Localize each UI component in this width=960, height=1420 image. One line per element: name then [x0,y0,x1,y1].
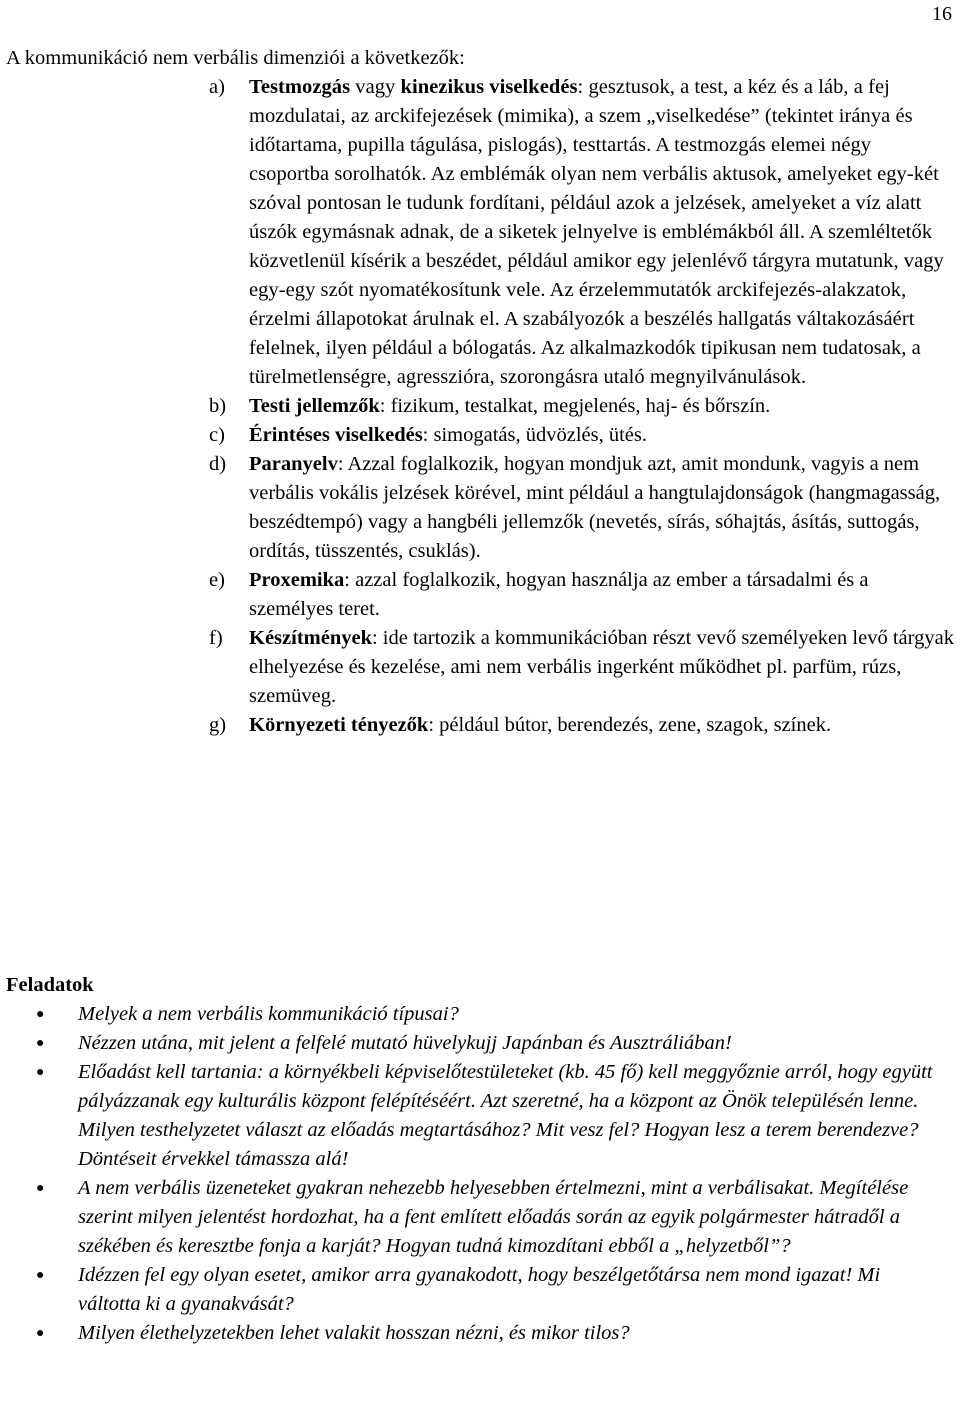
item-term: Paranyelv [249,453,338,475]
item-text: : ide tartozik a kommunikációban részt vevő személyeken levő tárgyak elhelyezése és kezelése, ami nem verbális ingerként működhet pl. parfüm, rúzs, szemüveg. [249,627,954,707]
item-term: Testi jellemzők [249,395,380,417]
list-item [36,1029,946,1058]
item-body [249,450,954,566]
bullet-icon: ● [36,1326,45,1341]
bullet-icon: ● [36,1065,45,1080]
item-body [249,392,954,421]
item-letter: a) [209,76,225,98]
item-text: : Azzal foglalkozik, hogyan mondjuk azt, amit mondunk, vagyis a nem verbális vokális jelzések körével, mint például a hangtulajdonságok (hangmagasság, beszédtempó) vagy a hangbéli jellemzők (nevetés, sírás, sóhajtás, ásítás, suttogás, ordítás, tüsszentés, csuklás). [249,453,941,562]
task-text: Melyek a nem verbális kommunikáció típusai? [78,1003,459,1025]
task-text: Előadást kell tartania: a környékbeli képviselőtestületeket (kb. 45 fő) kell meggyőznie arról, hogy együtt pályázzanak egy kulturális központ felépítéséért. Azt szeretné, ha a központ az Önök településén lenne. Milyen testhelyzetet választ az előadás megtartásához? Mit vesz fel? Hogyan lesz a terem berendezve? Döntéseit érvekkel támassza alá! [78,1061,933,1170]
item-text: : például bútor, berendezés, zene, szagok, színek. [428,714,832,736]
item-term: Proxemika [249,569,345,591]
item-letter: b) [209,395,227,417]
list-item [36,1319,946,1348]
item-body [249,73,954,392]
dimension-list [209,73,954,740]
list-item [36,1000,946,1029]
item-term: Készítmények [249,627,372,649]
item-term: Testmozgás [249,76,351,98]
item-body [249,711,954,740]
item-text: : simogatás, üdvözlés, ütés. [422,424,648,446]
item-letter: f) [209,627,223,649]
task-text: Nézzen utána, mit jelent a felfelé mutató hüvelykujj Japánban és Ausztráliában! [78,1032,732,1054]
item-letter: c) [209,424,225,446]
item-term: Érintéses viselkedés [249,424,423,446]
bullet-icon: ● [36,1181,45,1196]
list-item [36,1174,946,1261]
bullet-icon: ● [36,1007,45,1022]
tasks-list [36,1000,946,1348]
tasks-heading: Feladatok [6,974,94,996]
bullet-icon: ● [36,1036,45,1051]
item-body [249,566,954,624]
list-item [209,711,954,740]
task-text: A nem verbális üzeneteket gyakran nehezebb helyesebben értelmezni, mint a verbálisakat. Megítélése szerint milyen jelentést hordozhat, ha a fent említett előadás során az egyik polgármester hátradől a székében és keresztbe fonja a karját? Hogyan tudná kimozdítani ebből a „helyzetből”? [78,1177,909,1257]
list-item [36,1261,946,1319]
list-item [209,73,954,392]
list-item [209,450,954,566]
task-text: Milyen élethelyzetekben lehet valakit hosszan nézni, és mikor tilos? [78,1322,630,1344]
bullet-icon: ● [36,1268,45,1283]
item-term: Környezeti tényezők [249,714,429,736]
item-text: : fizikum, testalkat, megjelenés, haj- és bőrszín. [379,395,771,417]
item-colon: : [577,76,584,98]
list-item [209,566,954,624]
list-item [209,421,954,450]
item-letter: d) [209,453,227,475]
task-text: Idézzen fel egy olyan esetet, amikor arra gyanakodott, hogy beszélgetőtársa nem mond igazat! Mi váltotta ki a gyanakvását? [78,1264,881,1315]
item-body [249,624,954,711]
intro-paragraph: A kommunikáció nem verbális dimenziói a következők: [6,47,465,69]
item-joiner: vagy [350,76,401,98]
item-letter: g) [209,714,227,736]
list-item [209,392,954,421]
list-item [209,624,954,711]
list-item [36,1058,946,1174]
item-text: : azzal foglalkozik, hogyan használja az ember a társadalmi és a személyes teret. [249,569,869,620]
item-term: kinezikus viselkedés [400,76,578,98]
item-letter: e) [209,569,225,591]
item-text: gesztusok, a test, a kéz és a láb, a fej mozdulatai, az arckifejezések (mimika), a szem „viselkedése” (tekintet iránya és időtartama, pupilla tágulása, pislogás), testtartás. A testmozgás elemei négy csoportba sorolhatók. Az emblémák olyan nem verbális aktusok, amelyeket egy-két szóval pontosan le tudunk fordítani, például azok a jelzések, amelyeket a víz alatt úszók egymásnak adnak, de a siketek jelnyelve is emblémákból áll. A szemléltetők közvetlenül kísérik a beszédet, például amikor egy jelenlévő tárgyra mutatunk, vagy egy-egy szót nyomatékosítunk vele. Az érzelemmutatók arckifejezés-alakzatok, érzelmi állapotokat árulnak el. A szabályozók a beszélés hallgatás váltakozásáért felelnek, ilyen például a bólogatás. Az alkalmazkodók tipikusan nem tudatosak, a türelmetlenségre, agresszióra, szorongásra utaló megnyilvánulások. [249,76,944,388]
item-body [249,421,954,450]
page-number: 16 [932,3,952,25]
